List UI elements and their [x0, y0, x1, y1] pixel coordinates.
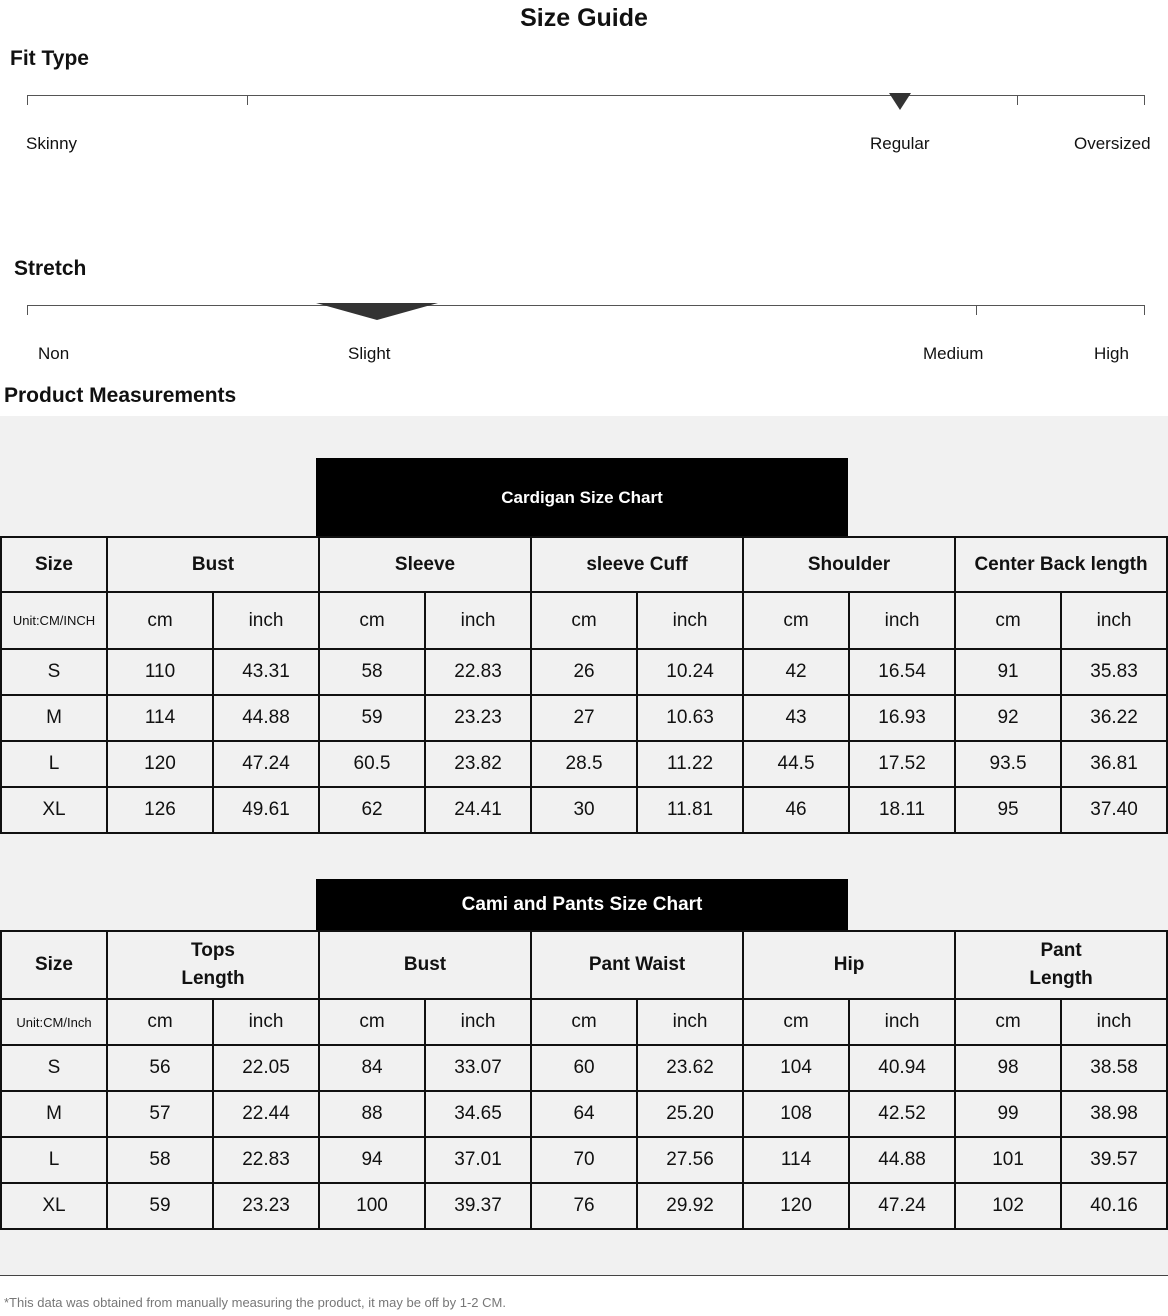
value-cell: 76 — [531, 1183, 637, 1229]
value-cell: 114 — [743, 1137, 849, 1183]
unit-cm: cm — [107, 592, 213, 649]
column-header: Sleeve — [319, 537, 531, 592]
value-cell: 22.05 — [213, 1045, 319, 1091]
value-cell: 44.88 — [213, 695, 319, 741]
unit-inch: inch — [849, 999, 955, 1045]
table-row — [1, 695, 1167, 741]
stretch-scale-line — [27, 305, 1145, 306]
column-header-line: Length — [181, 968, 245, 989]
column-header — [107, 931, 319, 999]
value-cell: 60 — [531, 1045, 637, 1091]
value-cell: 99 — [955, 1091, 1061, 1137]
unit-cm: cm — [531, 999, 637, 1045]
value-cell: 39.57 — [1061, 1137, 1167, 1183]
stretch-marker-icon — [316, 303, 438, 321]
value-cell: 40.16 — [1061, 1183, 1167, 1229]
fit-tick — [247, 95, 248, 105]
value-cell: 30 — [531, 787, 637, 833]
column-header: sleeve Cuff — [531, 537, 743, 592]
value-cell: 40.94 — [849, 1045, 955, 1091]
value-cell: 60.5 — [319, 741, 425, 787]
unit-cm: cm — [955, 999, 1061, 1045]
table-header-row — [1, 931, 1167, 999]
value-cell: 59 — [107, 1183, 213, 1229]
size-cell: M — [1, 1091, 107, 1137]
value-cell: 25.20 — [637, 1091, 743, 1137]
value-cell: 126 — [107, 787, 213, 833]
column-header: Pant Waist — [531, 931, 743, 999]
value-cell: 56 — [107, 1045, 213, 1091]
value-cell: 104 — [743, 1045, 849, 1091]
fit-type-label: Fit Type — [10, 47, 89, 70]
stretch-option: Slight — [348, 344, 391, 363]
value-cell: 33.07 — [425, 1045, 531, 1091]
value-cell: 22.83 — [213, 1137, 319, 1183]
value-cell: 95 — [955, 787, 1061, 833]
unit-inch: inch — [213, 999, 319, 1045]
size-header: Size — [1, 537, 107, 592]
stretch-option: Medium — [923, 344, 984, 363]
value-cell: 37.01 — [425, 1137, 531, 1183]
value-cell: 114 — [107, 695, 213, 741]
stretch-tick — [1144, 305, 1145, 315]
column-header: Bust — [319, 931, 531, 999]
size-cell: M — [1, 695, 107, 741]
table-row — [1, 787, 1167, 833]
unit-inch: inch — [637, 592, 743, 649]
value-cell: 58 — [107, 1137, 213, 1183]
value-cell: 110 — [107, 649, 213, 695]
column-header: Shoulder — [743, 537, 955, 592]
table-unit-row — [1, 592, 1167, 649]
fit-option: Skinny — [26, 134, 78, 153]
value-cell: 23.62 — [637, 1045, 743, 1091]
fit-option: Oversized — [1074, 134, 1151, 153]
value-cell: 22.44 — [213, 1091, 319, 1137]
unit-inch: inch — [637, 999, 743, 1045]
table-row — [1, 1183, 1167, 1229]
column-header-line: Length — [1029, 968, 1093, 989]
value-cell: 39.37 — [425, 1183, 531, 1229]
value-cell: 43.31 — [213, 649, 319, 695]
stretch-option: Non — [38, 344, 70, 363]
value-cell: 91 — [955, 649, 1061, 695]
value-cell: 26 — [531, 649, 637, 695]
value-cell: 22.83 — [425, 649, 531, 695]
column-header-line: Tops — [191, 940, 235, 961]
page-title: Size Guide — [520, 4, 648, 32]
value-cell: 23.82 — [425, 741, 531, 787]
value-cell: 108 — [743, 1091, 849, 1137]
value-cell: 16.93 — [849, 695, 955, 741]
size-cell: S — [1, 1045, 107, 1091]
table-row — [1, 1091, 1167, 1137]
value-cell: 38.58 — [1061, 1045, 1167, 1091]
value-cell: 11.81 — [637, 787, 743, 833]
value-cell: 98 — [955, 1045, 1061, 1091]
fit-scale-line — [27, 95, 1145, 96]
fit-tick — [1017, 95, 1018, 105]
value-cell: 57 — [107, 1091, 213, 1137]
cardigan-chart-title: Cardigan Size Chart — [316, 458, 848, 537]
value-cell: 35.83 — [1061, 649, 1167, 695]
value-cell: 36.22 — [1061, 695, 1167, 741]
table-row — [1, 649, 1167, 695]
value-cell: 88 — [319, 1091, 425, 1137]
table-row — [1, 1045, 1167, 1091]
value-cell: 34.65 — [425, 1091, 531, 1137]
unit-inch: inch — [213, 592, 319, 649]
unit-cm: cm — [319, 592, 425, 649]
column-header: Center Back length — [955, 537, 1167, 592]
table-row — [1, 741, 1167, 787]
value-cell: 42 — [743, 649, 849, 695]
unit-inch: inch — [425, 592, 531, 649]
column-header: Hip — [743, 931, 955, 999]
column-header — [955, 931, 1167, 999]
table-row — [1, 1137, 1167, 1183]
product-measurements-label: Product Measurements — [4, 384, 237, 407]
cardigan-size-table — [0, 536, 1168, 834]
value-cell: 27 — [531, 695, 637, 741]
cami-chart-title: Cami and Pants Size Chart — [316, 879, 848, 931]
unit-inch: inch — [1061, 999, 1167, 1045]
value-cell: 120 — [743, 1183, 849, 1229]
value-cell: 23.23 — [213, 1183, 319, 1229]
value-cell: 92 — [955, 695, 1061, 741]
unit-inch: inch — [1061, 592, 1167, 649]
size-cell: XL — [1, 787, 107, 833]
value-cell: 47.24 — [213, 741, 319, 787]
table-header-row — [1, 537, 1167, 592]
divider — [0, 1275, 1168, 1276]
column-header-line: Pant — [1040, 940, 1082, 961]
value-cell: 29.92 — [637, 1183, 743, 1229]
value-cell: 102 — [955, 1183, 1061, 1229]
unit-cm: cm — [955, 592, 1061, 649]
stretch-option: High — [1094, 344, 1129, 363]
value-cell: 49.61 — [213, 787, 319, 833]
footnote: *This data was obtained from manually measuring the product, it may be off by 1-2 CM. — [4, 1295, 506, 1310]
value-cell: 17.52 — [849, 741, 955, 787]
value-cell: 10.24 — [637, 649, 743, 695]
unit-inch: inch — [849, 592, 955, 649]
value-cell: 18.11 — [849, 787, 955, 833]
value-cell: 46 — [743, 787, 849, 833]
value-cell: 38.98 — [1061, 1091, 1167, 1137]
unit-cm: cm — [319, 999, 425, 1045]
value-cell: 10.63 — [637, 695, 743, 741]
fit-tick — [27, 95, 28, 105]
value-cell: 58 — [319, 649, 425, 695]
unit-label: Unit:CM/INCH — [1, 592, 107, 649]
value-cell: 36.81 — [1061, 741, 1167, 787]
value-cell: 42.52 — [849, 1091, 955, 1137]
value-cell: 64 — [531, 1091, 637, 1137]
unit-inch: inch — [425, 999, 531, 1045]
value-cell: 70 — [531, 1137, 637, 1183]
unit-cm: cm — [107, 999, 213, 1045]
value-cell: 84 — [319, 1045, 425, 1091]
value-cell: 16.54 — [849, 649, 955, 695]
value-cell: 44.5 — [743, 741, 849, 787]
value-cell: 47.24 — [849, 1183, 955, 1229]
value-cell: 27.56 — [637, 1137, 743, 1183]
column-header: Bust — [107, 537, 319, 592]
value-cell: 62 — [319, 787, 425, 833]
value-cell: 37.40 — [1061, 787, 1167, 833]
value-cell: 100 — [319, 1183, 425, 1229]
size-cell: S — [1, 649, 107, 695]
stretch-label: Stretch — [14, 257, 87, 280]
fit-option: Regular — [870, 134, 930, 153]
table-unit-row — [1, 999, 1167, 1045]
unit-cm: cm — [743, 999, 849, 1045]
fit-tick — [1144, 95, 1145, 105]
cami-size-table — [0, 930, 1168, 1230]
value-cell: 93.5 — [955, 741, 1061, 787]
value-cell: 44.88 — [849, 1137, 955, 1183]
unit-cm: cm — [743, 592, 849, 649]
value-cell: 94 — [319, 1137, 425, 1183]
value-cell: 11.22 — [637, 741, 743, 787]
value-cell: 24.41 — [425, 787, 531, 833]
stretch-tick — [976, 305, 977, 315]
value-cell: 28.5 — [531, 741, 637, 787]
size-cell: L — [1, 1137, 107, 1183]
value-cell: 23.23 — [425, 695, 531, 741]
value-cell: 59 — [319, 695, 425, 741]
value-cell: 101 — [955, 1137, 1061, 1183]
value-cell: 120 — [107, 741, 213, 787]
fit-marker-icon — [889, 93, 911, 110]
value-cell: 43 — [743, 695, 849, 741]
stretch-tick — [27, 305, 28, 315]
size-header: Size — [1, 931, 107, 999]
unit-label: Unit:CM/Inch — [1, 999, 107, 1045]
size-cell: L — [1, 741, 107, 787]
unit-cm: cm — [531, 592, 637, 649]
size-cell: XL — [1, 1183, 107, 1229]
